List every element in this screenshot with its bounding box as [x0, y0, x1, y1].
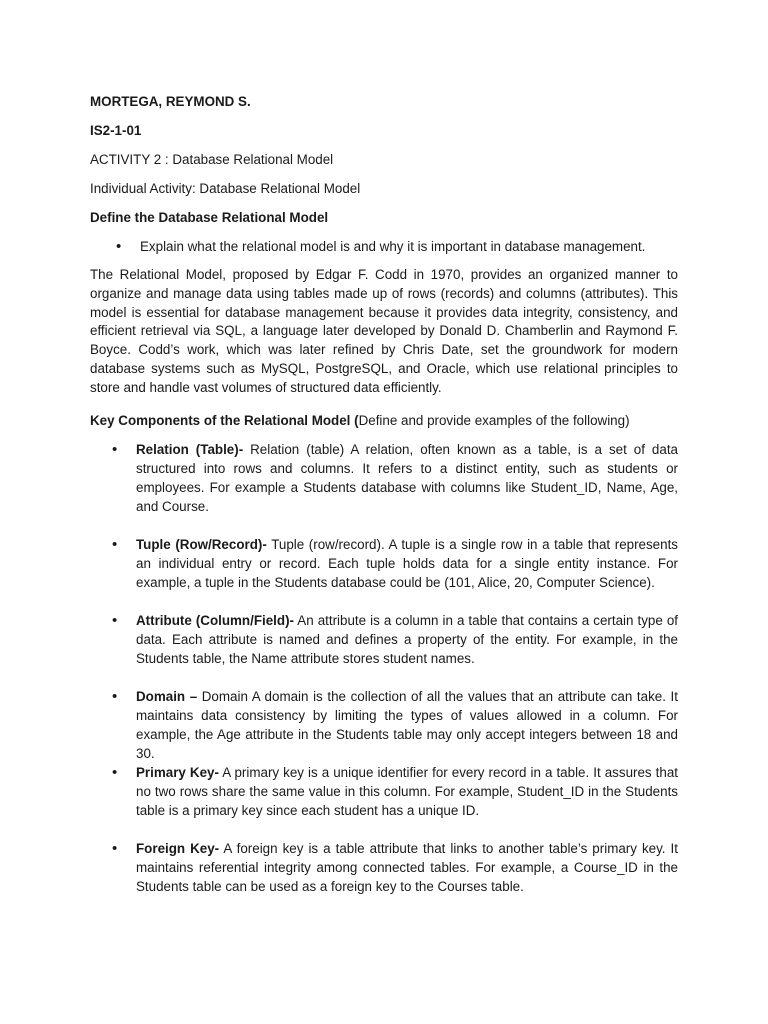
list-item-primary-key — [90, 763, 678, 820]
bullet-icon: • — [112, 440, 118, 458]
definition-attribute: An attribute is a column in a table that contains a certain type of data. Each attribute is named and defines a property of the entity. For example, in the Students table, the Name attribute stores student names. — [136, 612, 678, 666]
intro-paragraph: The Relational Model, proposed by Edgar F. Codd in 1970, provides an organized manner to organize and manage data using tables made up of rows (records) and columns (attributes). This model is essential for database management because it provides data integrity, consistency, and efficient retrieval via SQL, a language later developed by Donald D. Chamberlin and Raymond F. Boyce. Codd’s work, which was later refined by Chris Date, set the groundwork for modern database systems such as MySQL, PostgreSQL, and Oracle, which use relational principles to store and handle vast volumes of structured data efficiently. — [90, 267, 678, 395]
activity-title: ACTIVITY 2 : Database Relational Model — [90, 152, 334, 167]
definition-domain: Domain A domain is the collection of all the values that an attribute can take. It maintains data consistency by limiting the types of values allowed in a column. For example, the Age attribute in the Students table may only accept integers between 18 and 30. — [136, 688, 678, 761]
key-components-heading-rest: Define and provide examples of the following) — [358, 412, 630, 428]
define-heading: Define the Database Relational Model — [90, 210, 329, 225]
bullet-icon: • — [112, 535, 118, 553]
term-tuple: Tuple (Row/Record)- — [136, 536, 267, 552]
key-components-list — [90, 440, 678, 896]
definition-foreign-key: A foreign key is a table attribute that links to another table’s primary key. It maintains referential integrity among connected tables. For example, a Course_ID in the Students table can be used as a foreign key to the Courses table. — [136, 840, 678, 894]
bullet-icon: • — [112, 839, 118, 857]
list-item-attribute — [90, 611, 678, 668]
document-page — [90, 92, 678, 896]
definition-primary-key: A primary key is a unique identifier for every record in a table. It assures that no two rows share the same value in this column. For example, Student_ID in the Students table is a primary key since each student has a unique ID. — [136, 764, 678, 818]
term-attribute: Attribute (Column/Field)- — [136, 612, 294, 628]
section-code: IS2-1-01 — [90, 123, 142, 138]
student-name: MORTEGA, REYMOND S. — [90, 94, 251, 109]
key-components-heading — [90, 411, 678, 430]
bullet-icon: • — [112, 687, 118, 705]
term-relation: Relation (Table)- — [136, 441, 244, 457]
list-item-relation — [90, 440, 678, 516]
list-item-tuple — [90, 535, 678, 592]
bullet-icon: • — [116, 238, 122, 255]
term-foreign-key: Foreign Key- — [136, 840, 220, 856]
term-primary-key: Primary Key- — [136, 764, 219, 780]
intro-bullet-text: Explain what the relational model is and why it is important in database management. — [140, 239, 646, 254]
term-domain: Domain – — [136, 688, 198, 704]
list-item-domain — [90, 687, 678, 763]
individual-activity-title: Individual Activity: Database Relational Model — [90, 181, 361, 196]
intro-bullet-item — [90, 237, 678, 256]
definition-relation: Relation (table) A relation, often known as a table, is a set of data structured into rows and columns. It refers to a distinct entity, such as students or employees. For example a Students database with columns like Student_ID, Name, Age, and Course. — [136, 441, 678, 514]
list-item-foreign-key — [90, 839, 678, 896]
bullet-icon: • — [112, 763, 118, 781]
definition-tuple: Tuple (row/record). A tuple is a single row in a table that represents an individual entry or record. Each tuple holds data for a single entity instance. For example, a tuple in the Students database could be (101, Alice, 20, Computer Science). — [136, 536, 678, 590]
key-components-heading-bold: Key Components of the Relational Model ( — [90, 412, 359, 428]
bullet-icon: • — [112, 611, 118, 629]
